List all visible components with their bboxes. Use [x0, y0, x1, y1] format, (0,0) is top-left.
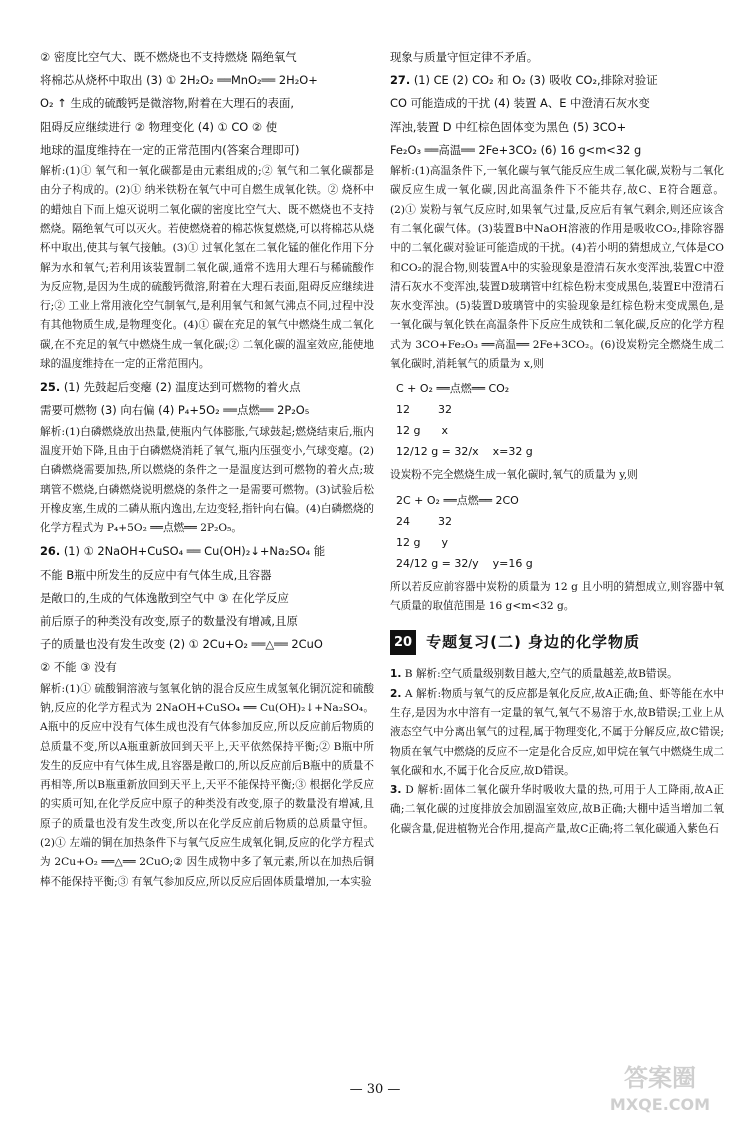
calculation-block-1 [396, 378, 724, 462]
answer-line: 阻碍反应继续进行 ② 物理变化 (4) ① CO ② 使 [40, 119, 278, 134]
calculation-block-2 [396, 490, 724, 574]
answer-text: D 解析:固体二氧化碳升华时吸收大量的热,可用于人工降雨,故A正确;二氧化碳的过度排放会加剧温室效应,故B正确;大棚中适当增加二氧化碳含量,促进植物光合作用,提高产量,故C正确;将二氧化碳通入紫色石 [390, 784, 724, 835]
svg-text:答案圈: 答案圈 [624, 1064, 696, 1092]
calc-ratio: 24/12 g = 32/y y=16 g [396, 556, 533, 570]
answer-line: 不能 B瓶中所发生的反应中有气体生成,且容器 [40, 567, 272, 582]
calc-row: 24 32 [396, 514, 452, 528]
page-number: — 30 — [349, 1082, 401, 1097]
answer-line: 将棉芯从烧杯中取出 (3) ① 2H₂O₂ ══MnO₂══ 2H₂O+ [40, 73, 318, 88]
calc-ratio: 12/12 g = 32/x x=32 g [396, 445, 533, 459]
answer-text: (1) ① 2NaOH+CuSO₄ ══ Cu(OH)₂↓+Na₂SO₄ 能 [63, 544, 326, 559]
calc-row: 12 g x [396, 424, 448, 438]
explanation: 设炭粉不完全燃烧生成一氧化碳时,氧气的质量为 y,则 [390, 469, 638, 482]
answer-line: 是敞口的,生成的气体逸散到空气中 ③ 在化学反应 [40, 590, 289, 605]
question-number: 26. [40, 544, 61, 559]
explanation: 解析:(1)白磷燃烧放出热量,使瓶内气体膨胀,气球鼓起;燃烧结束后,瓶内温度开始下降,且由于白磷燃烧消耗了氧气,瓶内压强变小,气球变瘪。(2)白磷燃烧需要加热,所以燃烧的条件之一是温度达到可燃物的着火点;玻璃管不燃烧,白磷燃烧说明燃烧的条件之一是需要可燃物。(3)试验后松开橡皮塞,生成的二磷从瓶内逸出,左边变轻,指针向右偏。(4)白磷燃烧的化学方程式为 P₄+5O₂ ══点燃══ 2P₂O₅。 [40, 425, 374, 535]
answer-line: 浑浊,装置 D 中红棕色固体变为黑色 (5) 3CO+ [390, 119, 627, 134]
answer-line: 子的质量也没有发生改变 (2) ① 2Cu+O₂ ══△══ 2CuO [40, 637, 323, 652]
answer-text: (1) 先鼓起后变瘪 (2) 温度达到可燃物的着火点 [63, 380, 301, 395]
section-question-1 [390, 665, 724, 684]
calc-row: 12 g y [396, 535, 448, 549]
section-header [390, 630, 724, 655]
section-number: 20 [390, 630, 416, 655]
question-26 [40, 540, 374, 891]
explanation: 所以若反应前容器中炭粉的质量为 12 g 且小明的猜想成立,则容器中氧气质量的取值范围是 16 g<m<32 g。 [390, 580, 724, 612]
calc-row: 12 32 [396, 403, 452, 417]
answer-line: O₂ ↑ 生成的硫酸钙是微溶物,附着在大理石的表面, [40, 96, 294, 111]
answer-line [40, 376, 374, 399]
left-column [40, 46, 374, 892]
question-number: 2. [390, 687, 402, 700]
question-25 [40, 376, 374, 538]
question-number: 25. [40, 380, 61, 395]
q24-continuation [40, 46, 374, 374]
answer-line: 前后原子的种类没有改变,原子的数量没有增减,且原 [40, 614, 298, 629]
chemical-equation: 2C + O₂ ══点燃══ 2CO [396, 493, 519, 507]
chemical-equation: C + O₂ ══点燃══ CO₂ [396, 382, 510, 396]
answer-text: B 解析:空气质量级别数目越大,空气的质量越差,故B错误。 [404, 668, 678, 681]
explanation: 解析:(1)① 氧气和一氧化碳都是由元素组成的;② 氧气和二氧化碳都是由分子构成的。(2)① 纳米铁粉在氧气中可自燃生成氧化铁。② 烧杯中的蜡烛自下而上熄灭说明二氧化碳的密度比空气大、既不燃烧也不支持燃烧。隔绝氧气可以灭火。若使燃烧着的棉芯恢复燃烧,可以将棉芯从烧杯中取出,使其与氧气接触。(3)① 过氧化氢在二氧化锰的催化作用下分解为水和氧气;若利用该装置制二氧化碳,通常不选用大理石与稀硫酸作为反应物,是因为生成的硫酸钙微溶,附着在大理石表面,阻碍反应继续进行;② 工业上常用液化空气制氧气,是利用氧气和氮气沸点不同,过程中没有其他物质生成,是物理变化。(4)① 碳在充足的氧气中燃烧生成二氧化碳,在不充足的氧气中燃烧生成一氧化碳;② 二氧化碳的温室效应,能使地球的温度维持在一定的正常范围内。 [40, 165, 374, 370]
section-question-3 [390, 781, 724, 839]
answer-line: 需要可燃物 (3) 向右偏 (4) P₄+5O₂ ══点燃══ 2P₂O₅ [40, 403, 310, 418]
section-question-2 [390, 685, 724, 781]
question-text [390, 781, 724, 839]
section-title: 专题复习(二) 身边的化学物质 [426, 633, 641, 652]
answer-line: CO 可能造成的干扰 (4) 装置 A、E 中澄清石灰水变 [390, 96, 650, 111]
question-number: 1. [390, 668, 402, 681]
q26-continuation: 现象与质量守恒定律不矛盾。 [390, 50, 539, 64]
answer-line: Fe₂O₃ ══高温══ 2Fe+3CO₂ (6) 16 g<m<32 g [390, 142, 642, 157]
watermark-logo [580, 1060, 740, 1116]
answer-text: A 解析:物质与氧气的反应都是氧化反应,故A正确;鱼、虾等能在水中生存,是因为水中溶有一定量的氧气,氧气不易溶于水,故B错误;工业上从液态空气中分离出氧气的过程,属于物理变化,不属于分解反应,故C错误;物质在氧气中燃烧的反应不一定是化合反应,如甲烷在氧气中燃烧生成二氧化碳和水,不属于化合反应,故D错误。 [390, 687, 724, 777]
question-number: 3. [390, 784, 402, 797]
explanation: 解析:(1)高温条件下,一氧化碳与氧气能反应生成二氧化碳,炭粉与二氧化碳反应生成一氧化碳,因此高温条件下不能共存,故C、E符合题意。(2)① 炭粉与氧气反应时,如果氧气过量,反应后有氧气剩余,则还应该含有二氧化碳气体。(3)装置B中NaOH溶液的作用是吸收CO₂,排除容器中的二氧化碳对验证可能造成的干扰。(4)若小明的猜想成立,气体是CO和CO₂的混合物,则装置A中的实验现象是澄清石灰水变浑浊,装置C中澄清石灰水不变浑浊,装置D玻璃管中红棕色粉末变成黑色,装置E中澄清石灰水变浑浊。(5)装置D玻璃管中的实验现象是红棕色粉末变成黑色,是一氧化碳与氧化铁在高温条件下反应生成铁和二氧化碳,反应的化学方程式为 3CO+Fe₂O₃ ══高温══ 2Fe+3CO₂。(6)设炭粉完全燃烧生成二氧化碳时,消耗氧气的质量为 x,则 [390, 165, 724, 370]
right-column [390, 46, 724, 839]
question-text [390, 685, 724, 781]
answer-line: ② 密度比空气大、既不燃烧也不支持燃烧 隔绝氧气 [40, 50, 297, 64]
question-number: 27. [390, 73, 411, 88]
answer-line [390, 69, 724, 92]
svg-text:MXQE.COM: MXQE.COM [609, 1095, 711, 1114]
answer-text: (1) CE (2) CO₂ 和 O₂ (3) 吸收 CO₂,排除对验证 [413, 73, 658, 88]
answer-line: 地球的温度维持在一定的正常范围内(答案合理即可) [40, 142, 300, 157]
answer-line: ② 不能 ③ 没有 [40, 660, 117, 675]
question-text [390, 665, 724, 684]
question-27 [390, 69, 724, 616]
explanation: 解析:(1)① 硫酸铜溶液与氢氧化钠的混合反应生成氢氧化铜沉淀和硫酸钠,反应的化学方程式为 2NaOH+CuSO₄ ══ Cu(OH)₂↓+Na₂SO₄。A瓶中的反应中没有气体生成也没有气体参加反应,所以反应前后物质的总质量不变,所以A瓶重新放回到天平上,天平依然保持平衡;② B瓶中所发生的反应中有气体生成,且容器是敞口的,所以反应前后B瓶中的质量不再相等,所以B瓶重新放回到天平上,天平不能保持平衡;③ 根据化学反应的实质可知,在化学反应中原子的种类没有改变,原子的数量没有增减,且原子的质量也没有发生改变,所以在化学反应前后物质的总质量守恒。(2)① 左端的铜在加热条件下与氧气反应生成氧化铜,反应的化学方程式为 2Cu+O₂ ══△══ 2CuO;② 因生成物中多了氧元素,所以在加热后铜棒不能保持平衡;③ 有氧气参加反应,所以反应后固体质量增加,一本实验 [40, 682, 374, 888]
answer-line [40, 540, 374, 563]
